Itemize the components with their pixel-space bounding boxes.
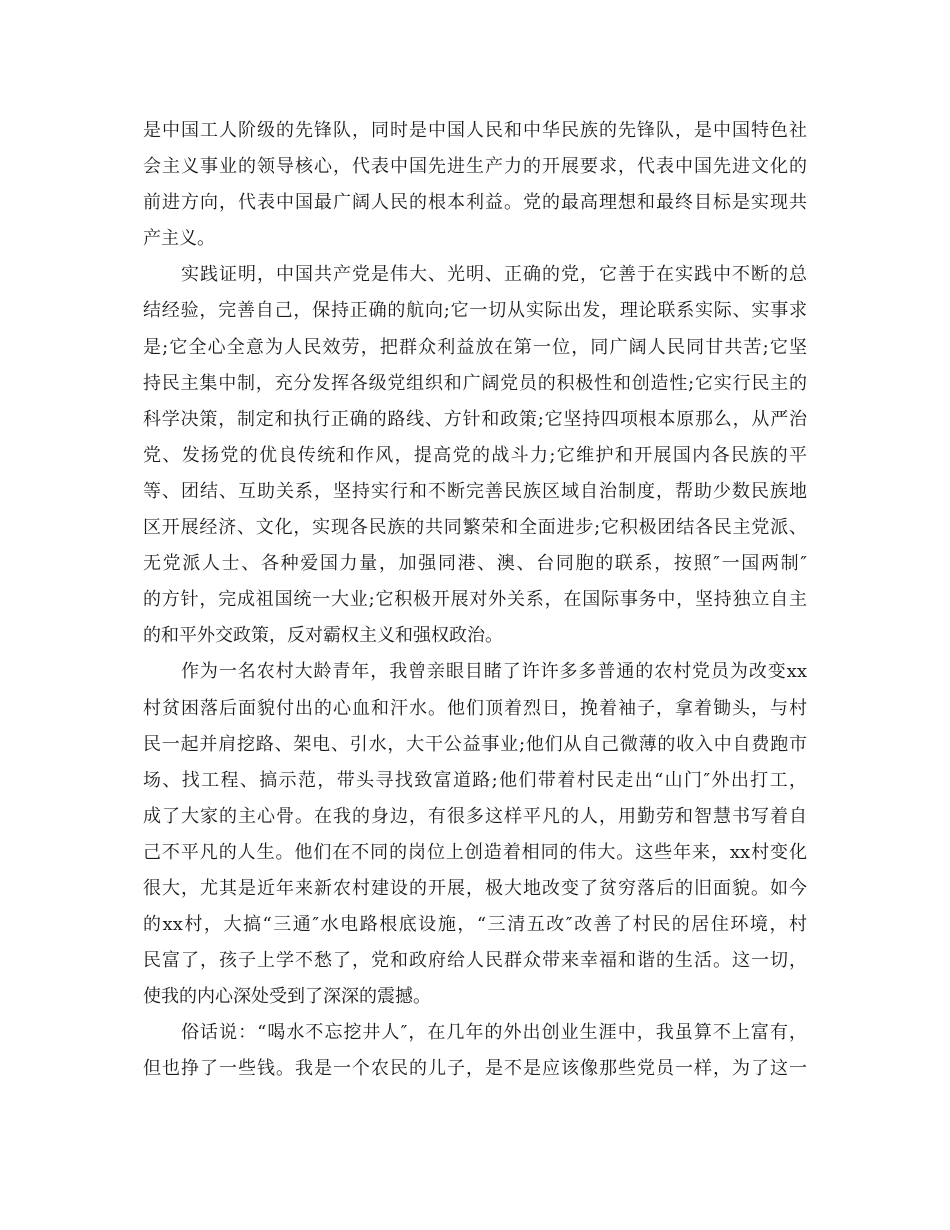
- text-line: 会主义事业的领导核心，代表中国先进生产力的开展要求，代表中国先进文化的: [143, 156, 807, 178]
- text-line: 己不平凡的人生。他们在不同的岗位上创造着相同的伟大。这些年来，xx村变化: [143, 841, 807, 863]
- text-line: 科学决策，制定和执行正确的路线、方针和政策;它坚持四项根本原那么，从严治: [143, 408, 807, 430]
- text-line: 的xx村，大搞“三通″水电路根底设施，“三清五改″改善了村民的居住环境，村: [143, 914, 807, 936]
- body-text: [143, 113, 807, 1088]
- text-line: 前进方向，代表中国最广阔人民的根本利益。党的最高理想和最终目标是实现共: [143, 192, 807, 214]
- text-line: 村贫困落后面貌付出的心血和汗水。他们顶着烈日，挽着袖子，拿着锄头，与村: [143, 697, 807, 719]
- text-line: 很大，尤其是近年来新农村建设的开展，极大地改变了贫穷落后的旧面貌。如今: [143, 877, 807, 899]
- text-line: 但也挣了一些钱。我是一个农民的儿子，是不是应该像那些党员一样，为了这一: [143, 1058, 807, 1080]
- text-line: 产主义。: [143, 228, 215, 250]
- text-line: 无党派人士、各种爱国力量，加强同港、澳、台同胞的联系，按照″一国两制″: [143, 553, 807, 575]
- text-line: 持民主集中制，充分发挥各级党组织和广阔党员的积极性和创造性;它实行民主的: [143, 372, 807, 394]
- text-line: 是中国工人阶级的先锋队，同时是中国人民和中华民族的先锋队，是中国特色社: [143, 120, 807, 141]
- text-line: 党、发扬党的优良传统和作风，提高党的战斗力;它维护和开展国内各民族的平: [143, 444, 807, 466]
- text-line: 的和平外交政策，反对霸权主义和强权政治。: [143, 625, 503, 647]
- text-line: 作为一名农村大龄青年，我曾亲眼目睹了许许多多普通的农村党员为改变xx: [181, 661, 807, 683]
- text-line: 使我的内心深处受到了深深的震撼。: [143, 986, 431, 1008]
- text-line: 民一起并肩挖路、架电、引水，大干公益事业;他们从自己微薄的收入中自费跑市: [143, 733, 807, 755]
- text-line: 等、团结、互助关系，坚持实行和不断完善民族区域自治制度，帮助少数民族地: [143, 480, 807, 502]
- paragraph-2: [143, 257, 807, 654]
- text-line: 是;它全心全意为人民效劳，把群众利益放在第一位，同广阔人民同甘共苦;它坚: [143, 336, 807, 358]
- text-line: 的方针，完成祖国统一大业;它积极开展对外关系，在国际事务中，坚持独立自主: [143, 589, 807, 611]
- text-line: 区开展经济、文化，实现各民族的共同繁荣和全面进步;它积极团结各民主党派、: [143, 517, 807, 539]
- text-line: 俗话说：“喝水不忘挖井人″，在几年的外出创业生涯中，我虽算不上富有，: [181, 1022, 807, 1044]
- text-line: 民富了，孩子上学不愁了，党和政府给人民群众带来幸福和谐的生活。这一切，: [143, 950, 807, 972]
- text-line: 实践证明，中国共产党是伟大、光明、正确的党，它善于在实践中不断的总: [181, 264, 807, 286]
- text-line: 结经验，完善自己，保持正确的航向;它一切从实际出发，理论联系实际、实事求: [143, 300, 807, 322]
- paragraph-1: [143, 113, 807, 257]
- paragraph-4: [143, 1015, 807, 1087]
- text-line: 成了大家的主心骨。在我的身边，有很多这样平凡的人，用勤劳和智慧书写着自: [143, 805, 807, 827]
- paragraph-3: [143, 654, 807, 1015]
- text-line: 场、找工程、搞示范，带头寻找致富道路;他们带着村民走出“山门″外出打工，: [143, 769, 807, 791]
